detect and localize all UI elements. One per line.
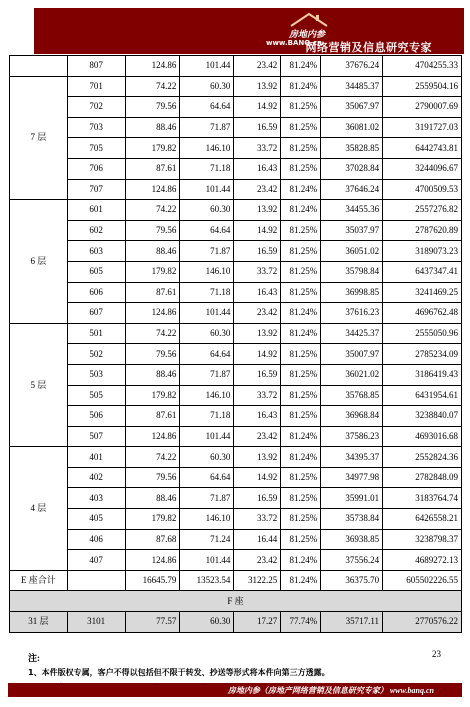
floor-label: 31 层 xyxy=(10,612,68,633)
table-row xyxy=(10,550,462,571)
cell-d: 81.25% xyxy=(281,344,321,365)
cell-price: 35717.11 xyxy=(321,612,383,633)
cell-price: 37646.24 xyxy=(321,179,383,200)
table-row xyxy=(10,200,462,221)
cell-d: 81.24% xyxy=(281,76,321,97)
table-row xyxy=(10,385,462,406)
cell-b: 71.18 xyxy=(180,158,234,179)
cell-room: 706 xyxy=(67,158,125,179)
cell-price: 35067.97 xyxy=(321,97,383,118)
cell-c: 17.27 xyxy=(234,612,281,633)
cell-room: 601 xyxy=(67,200,125,221)
cell-price: 36051.02 xyxy=(321,241,383,262)
house-roof-icon xyxy=(289,12,329,28)
cell-total: 3238798.37 xyxy=(383,529,462,550)
cell-a: 79.56 xyxy=(125,467,180,488)
cell-price: 35037.97 xyxy=(321,220,383,241)
cell-price: 37028.84 xyxy=(321,158,383,179)
cell-a: 74.22 xyxy=(125,200,180,221)
summary-label: E 座合计 xyxy=(10,570,68,591)
cell-d: 81.24% xyxy=(281,570,321,591)
cell-total: 2790007.69 xyxy=(383,97,462,118)
cell-room: 402 xyxy=(67,467,125,488)
cell-total: 2785234.09 xyxy=(383,344,462,365)
cell-a: 87.61 xyxy=(125,158,180,179)
cell-a: 77.57 xyxy=(125,612,180,633)
note-item: 1、本件版权专属，客户不得以包括但不限于转发、抄送等形式将本件向第三方透露。 xyxy=(28,668,330,677)
table-row xyxy=(10,570,462,591)
cell-total: 2782848.09 xyxy=(383,467,462,488)
cell-b: 13523.54 xyxy=(180,570,234,591)
cell-d: 81.25% xyxy=(281,282,321,303)
cell-total: 3186419.43 xyxy=(383,364,462,385)
cell-c: 14.92 xyxy=(234,344,281,365)
page-number: 23 xyxy=(432,649,441,659)
cell-total: 4693016.68 xyxy=(383,426,462,447)
cell-room: 403 xyxy=(67,488,125,509)
cell-a: 87.61 xyxy=(125,406,180,427)
cell-b: 101.44 xyxy=(180,179,234,200)
cell-room: 603 xyxy=(67,241,125,262)
cell-a: 124.86 xyxy=(125,550,180,571)
table-row xyxy=(10,488,462,509)
cell-b: 60.30 xyxy=(180,200,234,221)
cell-b: 71.24 xyxy=(180,529,234,550)
cell-price: 36081.02 xyxy=(321,117,383,138)
cell-total: 3241469.25 xyxy=(383,282,462,303)
cell-d: 77.74% xyxy=(281,612,321,633)
cell-c: 14.92 xyxy=(234,467,281,488)
cell-c: 14.92 xyxy=(234,97,281,118)
table-row xyxy=(10,323,462,344)
cell-price: 34485.37 xyxy=(321,76,383,97)
cell-c: 13.92 xyxy=(234,200,281,221)
cell-b: 101.44 xyxy=(180,56,234,77)
cell-room: 607 xyxy=(67,303,125,324)
cell-room: 407 xyxy=(67,550,125,571)
cell-room: 702 xyxy=(67,97,125,118)
cell-a: 87.68 xyxy=(125,529,180,550)
cell-room: 507 xyxy=(67,426,125,447)
table-row xyxy=(10,426,462,447)
cell-c: 13.92 xyxy=(234,323,281,344)
notes-title: 注: xyxy=(28,653,40,663)
cell-price: 37586.23 xyxy=(321,426,383,447)
cell-a: 74.22 xyxy=(125,76,180,97)
cell-b: 64.64 xyxy=(180,467,234,488)
cell-total: 3191727.03 xyxy=(383,117,462,138)
cell-a: 79.56 xyxy=(125,97,180,118)
cell-total: 3238840.07 xyxy=(383,406,462,427)
cell-room: 602 xyxy=(67,220,125,241)
cell-total: 2787620.89 xyxy=(383,220,462,241)
cell-total: 3183764.74 xyxy=(383,488,462,509)
cell-d: 81.25% xyxy=(281,97,321,118)
cell-a: 87.61 xyxy=(125,282,180,303)
cell-d: 81.24% xyxy=(281,179,321,200)
cell-c: 16.59 xyxy=(234,488,281,509)
cell-a: 88.46 xyxy=(125,488,180,509)
cell-d: 81.25% xyxy=(281,261,321,282)
cell-price: 37556.24 xyxy=(321,550,383,571)
cell-price: 36968.84 xyxy=(321,406,383,427)
cell-d: 81.25% xyxy=(281,117,321,138)
cell-price: 35798.84 xyxy=(321,261,383,282)
table-row xyxy=(10,158,462,179)
cell-c: 23.42 xyxy=(234,56,281,77)
cell-a: 88.46 xyxy=(125,364,180,385)
cell-d: 81.25% xyxy=(281,406,321,427)
cell-d: 81.24% xyxy=(281,426,321,447)
price-table-body xyxy=(10,56,462,633)
cell-b: 60.30 xyxy=(180,76,234,97)
cell-c: 13.92 xyxy=(234,76,281,97)
cell-c: 16.59 xyxy=(234,117,281,138)
cell-total: 2555050.96 xyxy=(383,323,462,344)
cell-room: 705 xyxy=(67,138,125,159)
cell-c: 13.92 xyxy=(234,447,281,468)
table-row xyxy=(10,56,462,77)
cell-c: 14.92 xyxy=(234,220,281,241)
table-row xyxy=(10,364,462,385)
cell-c: 33.72 xyxy=(234,509,281,530)
cell-total: 6426558.21 xyxy=(383,509,462,530)
cell-d: 81.25% xyxy=(281,529,321,550)
header-title: 网络营销及信息研究专家 xyxy=(305,41,432,54)
cell-price: 35991.01 xyxy=(321,488,383,509)
cell-d: 81.25% xyxy=(281,241,321,262)
cell-d: 81.24% xyxy=(281,303,321,324)
cell-d: 81.24% xyxy=(281,200,321,221)
table-row xyxy=(10,467,462,488)
cell-room: 501 xyxy=(67,323,125,344)
cell-a: 124.86 xyxy=(125,426,180,447)
price-table xyxy=(9,55,462,633)
cell-total: 4696762.48 xyxy=(383,303,462,324)
cell-d: 81.25% xyxy=(281,385,321,406)
cell-b: 101.44 xyxy=(180,303,234,324)
table-row xyxy=(10,612,462,633)
cell-c: 16.43 xyxy=(234,406,281,427)
cell-price: 36998.85 xyxy=(321,282,383,303)
cell-d: 81.24% xyxy=(281,550,321,571)
cell-a: 124.86 xyxy=(125,179,180,200)
cell-b: 146.10 xyxy=(180,261,234,282)
cell-c: 33.72 xyxy=(234,261,281,282)
cell-a: 74.22 xyxy=(125,323,180,344)
table-row xyxy=(10,447,462,468)
cell-room: 406 xyxy=(67,529,125,550)
cell-b: 71.18 xyxy=(180,282,234,303)
cell-d: 81.25% xyxy=(281,509,321,530)
cell-c: 23.42 xyxy=(234,303,281,324)
cell-c: 33.72 xyxy=(234,138,281,159)
cell-total: 4700509.53 xyxy=(383,179,462,200)
cell-a: 79.56 xyxy=(125,344,180,365)
table-row xyxy=(10,241,462,262)
cell-price: 35828.85 xyxy=(321,138,383,159)
cell-a: 88.46 xyxy=(125,241,180,262)
floor-label: 7 层 xyxy=(10,76,68,200)
cell-room: 3101 xyxy=(67,612,125,633)
cell-price: 37676.24 xyxy=(321,56,383,77)
cell-price: 35768.85 xyxy=(321,385,383,406)
table-row xyxy=(10,509,462,530)
cell-a: 79.56 xyxy=(125,220,180,241)
cell-room: 506 xyxy=(67,406,125,427)
cell-room: 707 xyxy=(67,179,125,200)
cell-total: 3189073.23 xyxy=(383,241,462,262)
cell-b: 71.87 xyxy=(180,364,234,385)
header-banner xyxy=(34,8,464,54)
cell-total: 6431954.61 xyxy=(383,385,462,406)
cell-price: 35738.84 xyxy=(321,509,383,530)
cell-d: 81.24% xyxy=(281,447,321,468)
cell-b: 60.30 xyxy=(180,612,234,633)
cell-a: 74.22 xyxy=(125,447,180,468)
cell-room: 807 xyxy=(67,56,125,77)
cell-b: 101.44 xyxy=(180,426,234,447)
table-row xyxy=(10,591,462,612)
cell-b: 71.87 xyxy=(180,241,234,262)
table-row xyxy=(10,97,462,118)
table-row xyxy=(10,179,462,200)
cell-d: 81.25% xyxy=(281,467,321,488)
table-row xyxy=(10,303,462,324)
cell-c: 16.43 xyxy=(234,158,281,179)
cell-b: 64.64 xyxy=(180,344,234,365)
floor-label: 6 层 xyxy=(10,200,68,324)
cell-b: 71.87 xyxy=(180,117,234,138)
cell-price: 34455.36 xyxy=(321,200,383,221)
cell-price: 36938.85 xyxy=(321,529,383,550)
table-row xyxy=(10,138,462,159)
cell-d: 81.24% xyxy=(281,323,321,344)
cell-a: 16645.79 xyxy=(125,570,180,591)
floor-label: 5 层 xyxy=(10,323,68,447)
cell-b: 60.30 xyxy=(180,323,234,344)
table-row xyxy=(10,220,462,241)
logo-site: www.BANQ.cn xyxy=(266,39,322,47)
cell-b: 146.10 xyxy=(180,509,234,530)
cell-room: 703 xyxy=(67,117,125,138)
floor-label: 4 层 xyxy=(10,447,68,571)
cell-room: 401 xyxy=(67,447,125,468)
cell-c: 23.42 xyxy=(234,550,281,571)
cell-room xyxy=(67,570,125,591)
table-row xyxy=(10,344,462,365)
cell-d: 81.24% xyxy=(281,56,321,77)
cell-b: 146.10 xyxy=(180,385,234,406)
cell-b: 64.64 xyxy=(180,97,234,118)
cell-d: 81.25% xyxy=(281,158,321,179)
section-label: F 座 xyxy=(10,591,462,612)
cell-d: 81.25% xyxy=(281,220,321,241)
cell-a: 179.82 xyxy=(125,509,180,530)
cell-total: 605502226.55 xyxy=(383,570,462,591)
cell-c: 16.44 xyxy=(234,529,281,550)
cell-room: 405 xyxy=(67,509,125,530)
cell-room: 503 xyxy=(67,364,125,385)
cell-d: 81.25% xyxy=(281,138,321,159)
table-row xyxy=(10,76,462,97)
cell-price: 34425.37 xyxy=(321,323,383,344)
table-row xyxy=(10,282,462,303)
cell-c: 23.42 xyxy=(234,426,281,447)
cell-price: 34977.98 xyxy=(321,467,383,488)
cell-room: 701 xyxy=(67,76,125,97)
cell-b: 71.18 xyxy=(180,406,234,427)
cell-total: 2552824.36 xyxy=(383,447,462,468)
cell-total: 4704255.33 xyxy=(383,56,462,77)
table-row xyxy=(10,529,462,550)
table-row xyxy=(10,261,462,282)
floor-cell xyxy=(10,56,68,77)
cell-c: 3122.25 xyxy=(234,570,281,591)
cell-c: 33.72 xyxy=(234,385,281,406)
cell-d: 81.25% xyxy=(281,488,321,509)
cell-room: 502 xyxy=(67,344,125,365)
cell-room: 605 xyxy=(67,261,125,282)
cell-d: 81.25% xyxy=(281,364,321,385)
cell-total: 2770576.22 xyxy=(383,612,462,633)
cell-a: 179.82 xyxy=(125,261,180,282)
cell-total: 3244096.67 xyxy=(383,158,462,179)
cell-c: 16.59 xyxy=(234,241,281,262)
cell-c: 16.59 xyxy=(234,364,281,385)
cell-a: 88.46 xyxy=(125,117,180,138)
cell-price: 35007.97 xyxy=(321,344,383,365)
cell-price: 37616.23 xyxy=(321,303,383,324)
cell-room: 606 xyxy=(67,282,125,303)
cell-b: 71.87 xyxy=(180,488,234,509)
cell-total: 6442743.81 xyxy=(383,138,462,159)
cell-room: 505 xyxy=(67,385,125,406)
cell-c: 16.43 xyxy=(234,282,281,303)
cell-a: 179.82 xyxy=(125,138,180,159)
table-row xyxy=(10,406,462,427)
cell-price: 34395.37 xyxy=(321,447,383,468)
cell-b: 146.10 xyxy=(180,138,234,159)
cell-b: 60.30 xyxy=(180,447,234,468)
footer-banner xyxy=(8,683,462,697)
cell-a: 124.86 xyxy=(125,303,180,324)
cell-c: 23.42 xyxy=(234,179,281,200)
cell-price: 36375.70 xyxy=(321,570,383,591)
footer-text: 房地内参（房地产网络营销及信息研究专家） www.banq.cn xyxy=(227,686,434,695)
cell-total: 4689272.13 xyxy=(383,550,462,571)
cell-total: 2557276.82 xyxy=(383,200,462,221)
cell-b: 64.64 xyxy=(180,220,234,241)
cell-a: 179.82 xyxy=(125,385,180,406)
cell-a: 124.86 xyxy=(125,56,180,77)
cell-price: 36021.02 xyxy=(321,364,383,385)
cell-total: 6437347.41 xyxy=(383,261,462,282)
cell-b: 101.44 xyxy=(180,550,234,571)
cell-total: 2559504.16 xyxy=(383,76,462,97)
logo-text: 房地内参 xyxy=(289,29,326,39)
table-row xyxy=(10,117,462,138)
